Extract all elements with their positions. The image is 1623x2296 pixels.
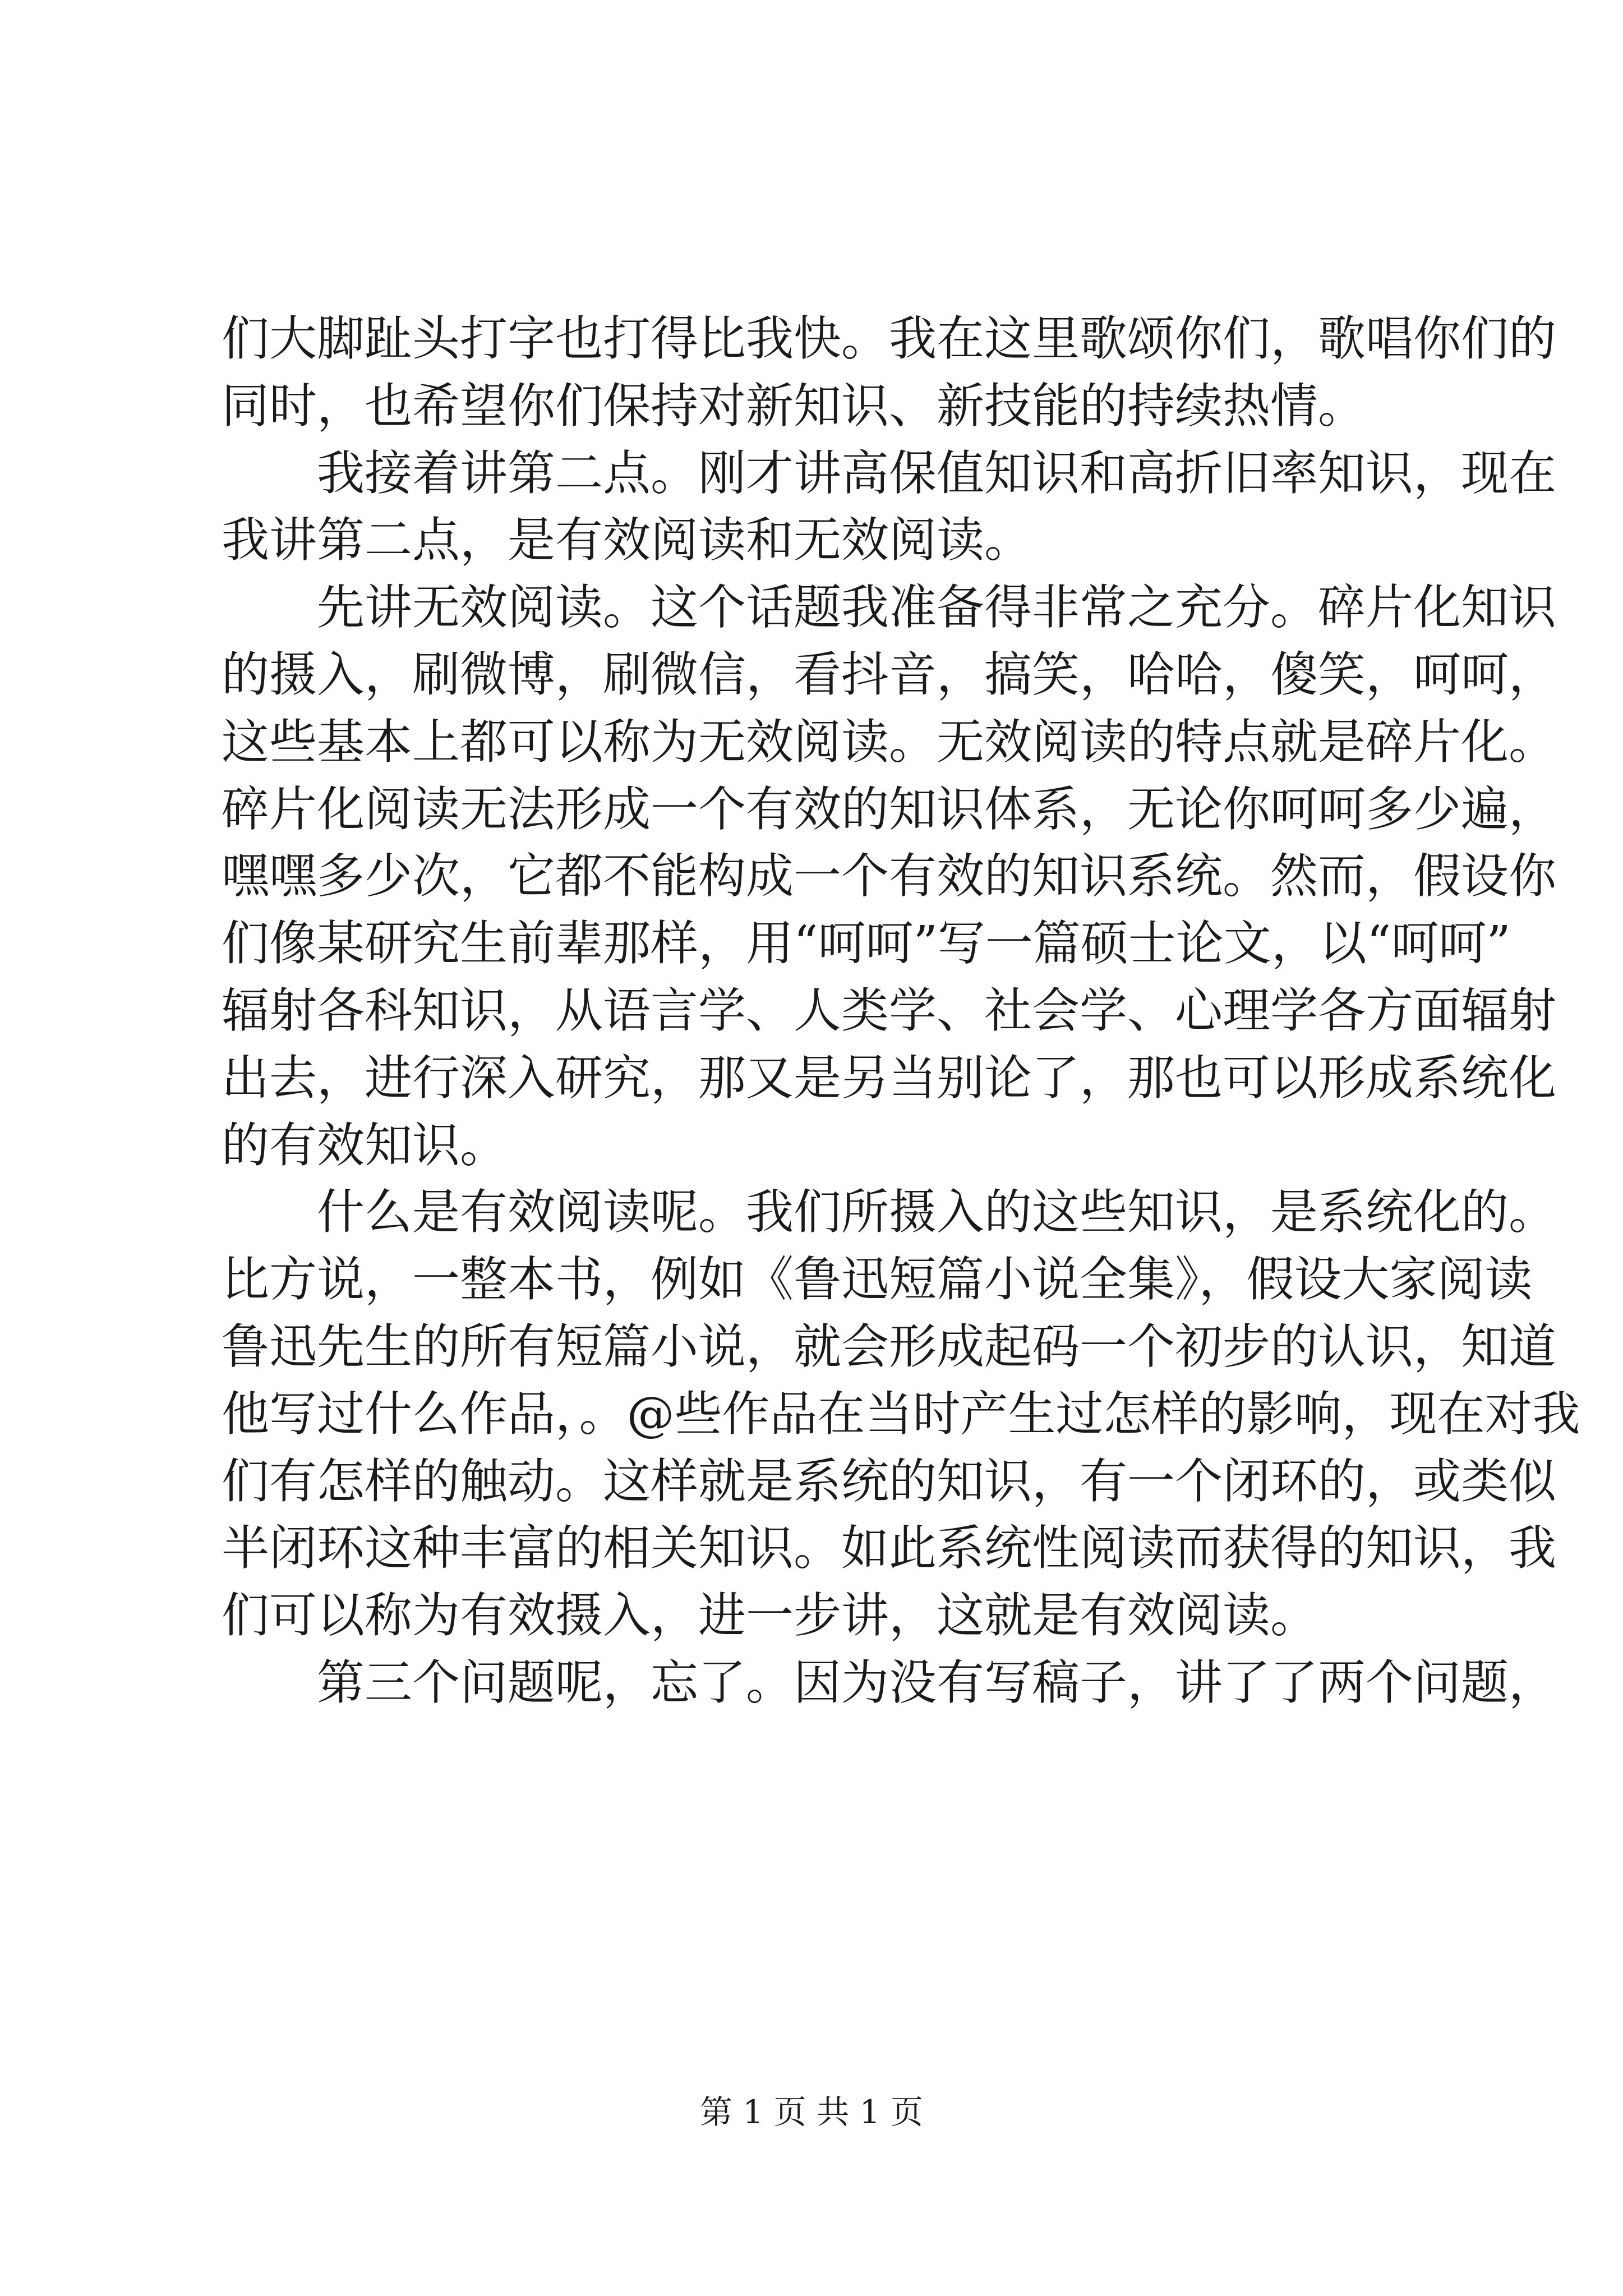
text-line: 碎片化阅读无法形成一个有效的知识体系，无论你呵呵多少遍，	[222, 781, 1557, 838]
text-line: 同时，也希望你们保持对新知识、新技能的持续热情。	[222, 378, 1366, 434]
text-line: 先讲无效阅读。这个话题我准备得非常之充分。碎片化知识	[317, 580, 1557, 636]
text-line: 第三个问题呢，忘了。因为没有写稿子，讲了了两个问题，	[317, 1655, 1557, 1711]
text-line: 们像某研究生前辈那样，用“呵呵”写一篇硕士论文，以“呵呵”	[222, 916, 1511, 972]
text-line: 我接着讲第二点。刚才讲高保值知识和高折旧率知识，现在	[317, 445, 1557, 501]
text-line: 嘿嘿多少次，它都不能构成一个有效的知识系统。然而，假设你	[222, 849, 1557, 905]
paragraph	[222, 1179, 1580, 1650]
text-line: 半闭环这种丰富的相关知识。如此系统性阅读而获得的知识，我	[222, 1521, 1557, 1577]
text-line: 他写过什么作品，。@些作品在当时产生过怎样的影响，现在对我	[222, 1386, 1580, 1442]
text-line: 鲁迅先生的所有短篇小说，就会形成起码一个初步的认识，知道	[222, 1319, 1557, 1375]
text-line: 们可以称为有效摄入，进一步讲，这就是有效阅读。	[222, 1588, 1318, 1644]
text-line: 辐射各科知识，从语言学、人类学、社会学、心理学各方面辐射	[222, 983, 1557, 1039]
page-footer	[0, 2090, 1623, 2134]
text-line: 我讲第二点，是有效阅读和无效阅读。	[222, 513, 1032, 569]
paragraph	[222, 574, 1557, 1179]
text-line: 的摄入，刷微博，刷微信，看抖音，搞笑，哈哈，傻笑，呵呵，	[222, 647, 1557, 703]
paragraph	[222, 1650, 1557, 1717]
body-text	[222, 306, 1580, 1717]
text-line: 比方说，一整本书，例如《鲁迅短篇小说全集》，假设大家阅读	[222, 1252, 1533, 1308]
text-line: 们大脚趾头打字也打得比我快。我在这里歌颂你们，歌唱你们的	[222, 311, 1557, 367]
text-line: 这些基本上都可以称为无效阅读。无效阅读的特点就是碎片化。	[222, 714, 1557, 770]
text-line: 的有效知识。	[222, 1117, 508, 1174]
text-line: 们有怎样的触动。这样就是系统的知识，有一个闭环的，或类似	[222, 1453, 1557, 1510]
page-number-label: 第 1 页 共 1 页	[700, 2093, 923, 2131]
paragraph	[222, 440, 1557, 575]
text-line: 出去，进行深入研究，那又是另当别论了，那也可以形成系统化	[222, 1050, 1557, 1106]
text-line: 什么是有效阅读呢。我们所摄入的这些知识，是系统化的。	[317, 1185, 1557, 1241]
paragraph	[222, 306, 1557, 440]
